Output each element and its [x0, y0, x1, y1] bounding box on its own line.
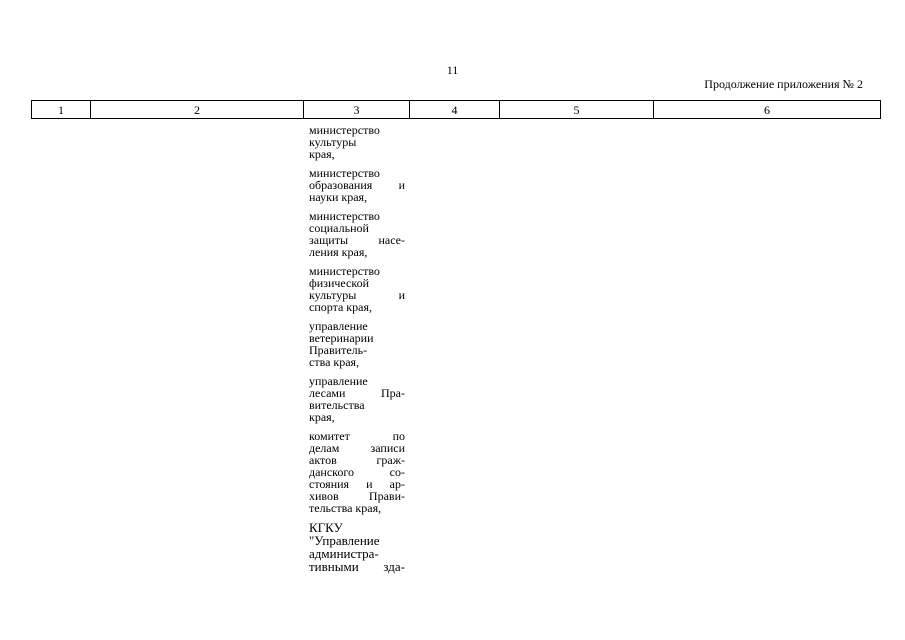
entry-line: образования и: [309, 178, 405, 192]
entry-line: защиты насе-: [309, 233, 405, 247]
entry-kgku-building-management: [309, 521, 405, 573]
appendix-continuation-note: Продолжение приложения № 2: [704, 77, 863, 91]
entry-line: министерство: [309, 166, 380, 180]
entry-line: науки края,: [309, 190, 368, 204]
entry-line: администра-: [309, 546, 379, 561]
column-header-1: 1: [32, 101, 91, 119]
entry-ministry-social-protection: [309, 210, 405, 258]
entry-veterinary-department: [309, 320, 405, 368]
entry-line: тивными зда-: [309, 559, 405, 574]
entry-line: вительства: [309, 398, 365, 412]
entry-line: делам записи: [309, 441, 405, 455]
entry-line: тельства края,: [309, 501, 382, 515]
table-header-row: [32, 101, 881, 119]
entry-line: социальной: [309, 221, 369, 235]
entry-line: данского со-: [309, 465, 405, 479]
entry-line: лесами Пра-: [309, 386, 405, 400]
entry-line: ветеринарии: [309, 331, 374, 345]
entry-line: ства края,: [309, 355, 360, 369]
entry-forestry-department: [309, 375, 405, 423]
entry-line: Правитель-: [309, 343, 368, 357]
entry-line: физической: [309, 276, 369, 290]
entry-line: управление: [309, 374, 368, 388]
entry-line: стояния и ар-: [309, 477, 405, 491]
entry-line: министерство: [309, 264, 380, 278]
column-header-4: 4: [410, 101, 500, 119]
entry-line: края,: [309, 147, 335, 161]
entry-line: управление: [309, 319, 368, 333]
column-header-2: 2: [91, 101, 304, 119]
column-header-6: 6: [654, 101, 881, 119]
entry-ministry-culture: [309, 124, 405, 160]
entry-line: культуры и: [309, 288, 405, 302]
entry-line: ления края,: [309, 245, 368, 259]
column-header-5: 5: [500, 101, 654, 119]
page-number: 11: [446, 63, 459, 77]
entry-line: актов граж-: [309, 453, 405, 467]
entry-line: министерство: [309, 123, 380, 137]
entry-line: "Управление: [309, 533, 380, 548]
entry-line: хивов Прави-: [309, 489, 405, 503]
document-table: [31, 100, 881, 119]
entry-line: комитет по: [309, 429, 405, 443]
entry-line: КГКУ: [309, 520, 343, 535]
column-3-cell-content: [309, 124, 405, 580]
entry-ministry-education: [309, 167, 405, 203]
entry-line: края,: [309, 410, 335, 424]
entry-line: культуры: [309, 135, 357, 149]
entry-ministry-physical-culture: [309, 265, 405, 313]
entry-civil-registry-committee: [309, 430, 405, 514]
entry-line: министерство: [309, 209, 380, 223]
entry-line: спорта края,: [309, 300, 372, 314]
column-header-3: 3: [304, 101, 410, 119]
